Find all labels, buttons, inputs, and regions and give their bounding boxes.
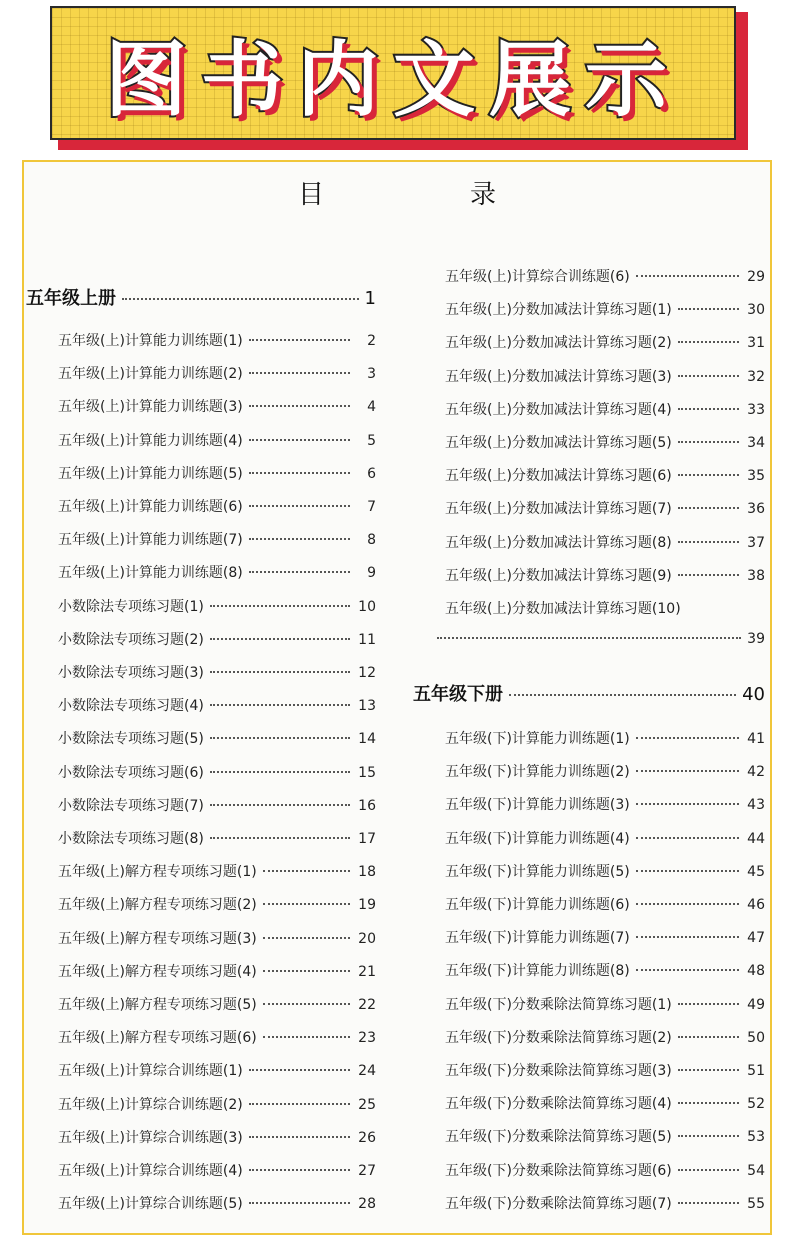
entry-title: 小数除法专项练习题(1) — [58, 598, 204, 615]
entry-title: 五年级(下)计算能力训练题(7) — [445, 930, 630, 947]
page-number: 44 — [747, 830, 765, 847]
leader-dots — [122, 298, 359, 300]
page-number: 36 — [747, 501, 765, 518]
leader-dots — [636, 803, 739, 805]
entry-title: 五年级(下)分数乘除法简算练习题(6) — [445, 1162, 672, 1179]
entry-title: 五年级(上)计算能力训练题(6) — [58, 499, 243, 515]
leader-dots — [210, 638, 350, 640]
leader-dots — [210, 804, 350, 806]
page-number: 22 — [358, 997, 376, 1013]
toc-entry[interactable] — [58, 529, 376, 549]
toc-entry[interactable] — [58, 961, 376, 981]
page-number: 19 — [358, 897, 376, 914]
toc-entry[interactable] — [445, 894, 765, 914]
entry-title: 五年级(上)计算综合训练题(3) — [58, 1129, 243, 1146]
entry-title: 五年级(上)计算综合训练题(6) — [445, 269, 630, 285]
toc-entry[interactable] — [445, 432, 765, 452]
toc-entry[interactable] — [58, 562, 376, 582]
leader-dots — [210, 704, 350, 706]
page-number: 11 — [358, 631, 376, 648]
leader-dots — [678, 408, 739, 410]
leader-dots — [678, 507, 739, 509]
toc-entry[interactable] — [445, 399, 765, 419]
page-number: 12 — [358, 665, 376, 681]
leader-dots — [210, 737, 350, 739]
toc-entry[interactable] — [58, 795, 376, 815]
page-number: 13 — [358, 698, 376, 715]
page-number: 38 — [747, 567, 765, 584]
page-number: 54 — [747, 1162, 765, 1179]
entry-title: 五年级(上)计算综合训练题(1) — [58, 1063, 243, 1080]
toc-entry[interactable] — [58, 728, 376, 748]
leader-dots — [678, 1135, 739, 1137]
leader-dots — [249, 372, 350, 374]
page-number: 21 — [358, 963, 376, 980]
toc-entry[interactable] — [58, 828, 376, 848]
page-number: 17 — [358, 831, 376, 847]
page-number: 45 — [747, 863, 765, 880]
entry-title: 小数除法专项练习题(4) — [58, 698, 204, 715]
leader-dots — [636, 275, 739, 277]
leader-dots — [249, 571, 350, 573]
toc-entry[interactable] — [445, 565, 765, 585]
page-number: 9 — [367, 565, 376, 582]
leader-dots — [678, 375, 739, 377]
page-number: 27 — [358, 1163, 376, 1179]
leader-dots — [678, 1169, 739, 1171]
toc-entry[interactable] — [445, 498, 765, 518]
toc-entry[interactable] — [58, 662, 376, 682]
section-heading-grade5-vol2[interactable] — [413, 680, 765, 706]
page-number: 35 — [747, 468, 765, 485]
toc-entry[interactable] — [58, 861, 376, 881]
entry-title: 五年级(上)分数加减法计算练习题(9) — [445, 567, 672, 584]
page-number: 42 — [747, 764, 765, 781]
leader-dots — [249, 405, 350, 407]
toc-entry-wrapped[interactable] — [445, 598, 765, 618]
header-banner — [50, 6, 736, 140]
leader-dots — [249, 505, 350, 507]
leader-dots — [636, 936, 739, 938]
toc-entry[interactable] — [445, 299, 765, 319]
entry-title: 五年级(上)分数加减法计算练习题(10) — [445, 601, 681, 617]
page-number: 51 — [747, 1063, 765, 1079]
entry-title: 五年级(上)分数加减法计算练习题(6) — [445, 468, 672, 485]
entry-title: 小数除法专项练习题(3) — [58, 665, 204, 681]
leader-dots — [678, 1202, 739, 1204]
page-number: 10 — [358, 598, 376, 615]
toc-entry[interactable] — [58, 1160, 376, 1180]
toc-entry[interactable] — [445, 465, 765, 485]
toc-entry[interactable] — [445, 994, 765, 1014]
toc-entry[interactable] — [58, 496, 376, 516]
toc-entry[interactable] — [445, 828, 765, 848]
entry-title: 五年级(上)分数加减法计算练习题(4) — [445, 401, 672, 418]
entry-title: 五年级(下)计算能力训练题(4) — [445, 830, 630, 847]
leader-dots — [636, 737, 739, 739]
entry-title: 五年级(上)解方程专项练习题(2) — [58, 897, 257, 914]
page-number: 50 — [747, 1029, 765, 1046]
entry-title: 五年级(下)分数乘除法简算练习题(2) — [445, 1029, 672, 1046]
toc-entry[interactable] — [58, 430, 376, 450]
leader-dots — [249, 1103, 350, 1105]
page-number: 7 — [367, 499, 376, 515]
entry-title: 五年级(上)解方程专项练习题(4) — [58, 963, 257, 980]
page-number: 2 — [367, 333, 376, 349]
leader-dots — [678, 308, 739, 310]
entry-title: 五年级(下)分数乘除法简算练习题(5) — [445, 1129, 672, 1146]
entry-title: 五年级(上)分数加减法计算练习题(5) — [445, 435, 672, 451]
toc-entry[interactable] — [445, 960, 765, 980]
leader-dots — [263, 970, 350, 972]
entry-title: 小数除法专项练习题(7) — [58, 797, 204, 814]
page-number: 14 — [358, 731, 376, 748]
entry-title: 五年级(上)分数加减法计算练习题(1) — [445, 302, 672, 319]
entry-title: 五年级(上)计算能力训练题(4) — [58, 432, 243, 449]
page-number: 25 — [358, 1096, 376, 1113]
leader-dots — [249, 1169, 350, 1171]
entry-title: 五年级(下)计算能力训练题(2) — [445, 764, 630, 781]
entry-title: 五年级(上)计算能力训练题(8) — [58, 565, 243, 582]
leader-dots — [263, 937, 350, 939]
entry-title: 五年级(下)计算能力训练题(3) — [445, 797, 630, 814]
page-number: 47 — [747, 930, 765, 947]
entry-title: 五年级(上)分数加减法计算练习题(7) — [445, 501, 672, 518]
page-number: 3 — [367, 366, 376, 383]
toc-entry[interactable] — [445, 1027, 765, 1047]
toc-entry[interactable] — [58, 596, 376, 616]
page-number: 5 — [367, 432, 376, 449]
page-number: 16 — [358, 797, 376, 814]
leader-dots — [210, 771, 350, 773]
page-number: 23 — [358, 1030, 376, 1047]
page-number: 8 — [367, 532, 376, 549]
page-number: 43 — [747, 797, 765, 814]
entry-title: 小数除法专项练习题(2) — [58, 631, 204, 648]
entry-title: 五年级(下)计算能力训练题(6) — [445, 897, 630, 913]
leader-dots — [437, 637, 741, 639]
toc-entry[interactable] — [445, 1160, 765, 1180]
page-number: 40 — [742, 684, 765, 705]
entry-title: 小数除法专项练习题(8) — [58, 831, 204, 847]
page-number: 20 — [358, 930, 376, 947]
toc-entry[interactable] — [445, 728, 765, 748]
page-number: 46 — [747, 897, 765, 913]
entry-title: 五年级(上)分数加减法计算练习题(3) — [445, 368, 672, 385]
toc-entry[interactable] — [58, 629, 376, 649]
toc-entry[interactable] — [445, 1093, 765, 1113]
leader-dots — [636, 870, 739, 872]
toc-entry[interactable] — [58, 330, 376, 350]
page-number: 28 — [358, 1196, 376, 1213]
leader-dots — [678, 1003, 739, 1005]
page-number: 26 — [358, 1129, 376, 1146]
section-heading-grade5-vol1[interactable] — [26, 284, 376, 310]
page-number: 4 — [367, 399, 376, 416]
page-number: 48 — [747, 963, 765, 980]
toc-entry[interactable] — [445, 761, 765, 781]
entry-title: 五年级(上)解方程专项练习题(1) — [58, 864, 257, 881]
toc-entry[interactable] — [445, 861, 765, 881]
leader-dots — [263, 1036, 350, 1038]
toc-entry[interactable] — [58, 1127, 376, 1147]
toc-entry[interactable] — [445, 1193, 765, 1213]
entry-title: 五年级(下)分数乘除法简算练习题(7) — [445, 1195, 672, 1212]
page-number: 34 — [747, 435, 765, 451]
toc-entry[interactable] — [58, 396, 376, 416]
toc-entry[interactable] — [58, 762, 376, 782]
leader-dots — [249, 538, 350, 540]
page-number: 53 — [747, 1129, 765, 1146]
entry-title: 五年级(上)计算综合训练题(4) — [58, 1163, 243, 1179]
toc-entry[interactable] — [58, 1094, 376, 1114]
page-number: 55 — [747, 1195, 765, 1212]
entry-title: 五年级(上)分数加减法计算练习题(8) — [445, 534, 672, 551]
toc-entry[interactable] — [445, 1060, 765, 1080]
toc-entry[interactable] — [58, 1060, 376, 1080]
page-number: 52 — [747, 1096, 765, 1113]
page-number: 41 — [747, 731, 765, 747]
book-page — [22, 160, 772, 1235]
toc-entry-wrapped-continuation[interactable] — [437, 631, 765, 651]
toc-entry[interactable] — [58, 463, 376, 483]
entry-title: 五年级(上)计算综合训练题(5) — [58, 1196, 243, 1213]
entry-title: 五年级(下)分数乘除法简算练习题(3) — [445, 1063, 672, 1079]
entry-title: 五年级(下)计算能力训练题(8) — [445, 963, 630, 980]
entry-title: 五年级上册 — [26, 288, 116, 309]
toc-entry[interactable] — [58, 363, 376, 383]
entry-title: 五年级下册 — [413, 684, 503, 705]
entry-title: 五年级(上)解方程专项练习题(5) — [58, 997, 257, 1013]
leader-dots — [678, 574, 739, 576]
leader-dots — [210, 837, 350, 839]
toc-entry[interactable] — [58, 894, 376, 914]
toc-entry[interactable] — [58, 994, 376, 1014]
leader-dots — [636, 770, 739, 772]
leader-dots — [678, 1069, 739, 1071]
entry-title: 五年级(上)分数加减法计算练习题(2) — [445, 335, 672, 352]
leader-dots — [249, 472, 350, 474]
leader-dots — [678, 441, 739, 443]
page-number: 39 — [747, 631, 765, 647]
leader-dots — [636, 837, 739, 839]
toc-entry[interactable] — [445, 332, 765, 352]
leader-dots — [263, 1003, 350, 1005]
leader-dots — [678, 341, 739, 343]
toc-entry[interactable] — [58, 695, 376, 715]
page-number: 1 — [364, 288, 376, 309]
leader-dots — [678, 1036, 739, 1038]
toc-heading: 目 录 — [297, 180, 556, 210]
leader-dots — [678, 474, 739, 476]
page-number: 37 — [747, 534, 765, 551]
entry-title: 五年级(下)计算能力训练题(5) — [445, 863, 630, 880]
entry-title: 五年级(上)计算能力训练题(3) — [58, 399, 243, 416]
toc-entry[interactable] — [58, 1193, 376, 1213]
page-number: 15 — [358, 764, 376, 781]
page-number: 18 — [358, 864, 376, 881]
banner-title: 图书内文展示 — [104, 32, 681, 128]
leader-dots — [263, 870, 350, 872]
leader-dots — [249, 439, 350, 441]
leader-dots — [263, 903, 350, 905]
toc-entry[interactable] — [445, 927, 765, 947]
entry-title: 五年级(上)计算能力训练题(2) — [58, 366, 243, 383]
entry-title: 五年级(下)分数乘除法简算练习题(1) — [445, 996, 672, 1013]
leader-dots — [678, 1102, 739, 1104]
entry-title: 小数除法专项练习题(5) — [58, 731, 204, 748]
page-number: 33 — [747, 401, 765, 418]
page-number: 29 — [747, 269, 765, 285]
toc-entry[interactable] — [445, 1126, 765, 1146]
page-number: 31 — [747, 335, 765, 352]
leader-dots — [636, 969, 739, 971]
toc-entry[interactable] — [58, 928, 376, 948]
toc-entry[interactable] — [445, 366, 765, 386]
entry-title: 五年级(下)分数乘除法简算练习题(4) — [445, 1096, 672, 1113]
leader-dots — [210, 671, 350, 673]
leader-dots — [210, 605, 350, 607]
toc-entry[interactable] — [445, 532, 765, 552]
leader-dots — [249, 339, 350, 341]
page-number: 30 — [747, 302, 765, 319]
leader-dots — [249, 1069, 350, 1071]
entry-title: 小数除法专项练习题(6) — [58, 764, 204, 781]
leader-dots — [249, 1202, 350, 1204]
page-number: 24 — [358, 1063, 376, 1080]
page-number: 6 — [367, 465, 376, 482]
toc-entry[interactable] — [58, 1027, 376, 1047]
leader-dots — [636, 903, 739, 905]
entry-title: 五年级(上)计算能力训练题(1) — [58, 333, 243, 349]
entry-title: 五年级(上)计算能力训练题(5) — [58, 465, 243, 482]
page-number: 32 — [747, 368, 765, 385]
entry-title: 五年级(上)计算能力训练题(7) — [58, 532, 243, 549]
entry-title: 五年级(上)解方程专项练习题(3) — [58, 930, 257, 947]
leader-dots — [678, 541, 739, 543]
toc-entry[interactable] — [445, 266, 765, 286]
entry-title: 五年级(下)计算能力训练题(1) — [445, 731, 630, 747]
leader-dots — [249, 1136, 350, 1138]
entry-title: 五年级(上)计算综合训练题(2) — [58, 1096, 243, 1113]
page-number: 49 — [747, 996, 765, 1013]
entry-title: 五年级(上)解方程专项练习题(6) — [58, 1030, 257, 1047]
toc-entry[interactable] — [445, 794, 765, 814]
leader-dots — [509, 694, 736, 696]
